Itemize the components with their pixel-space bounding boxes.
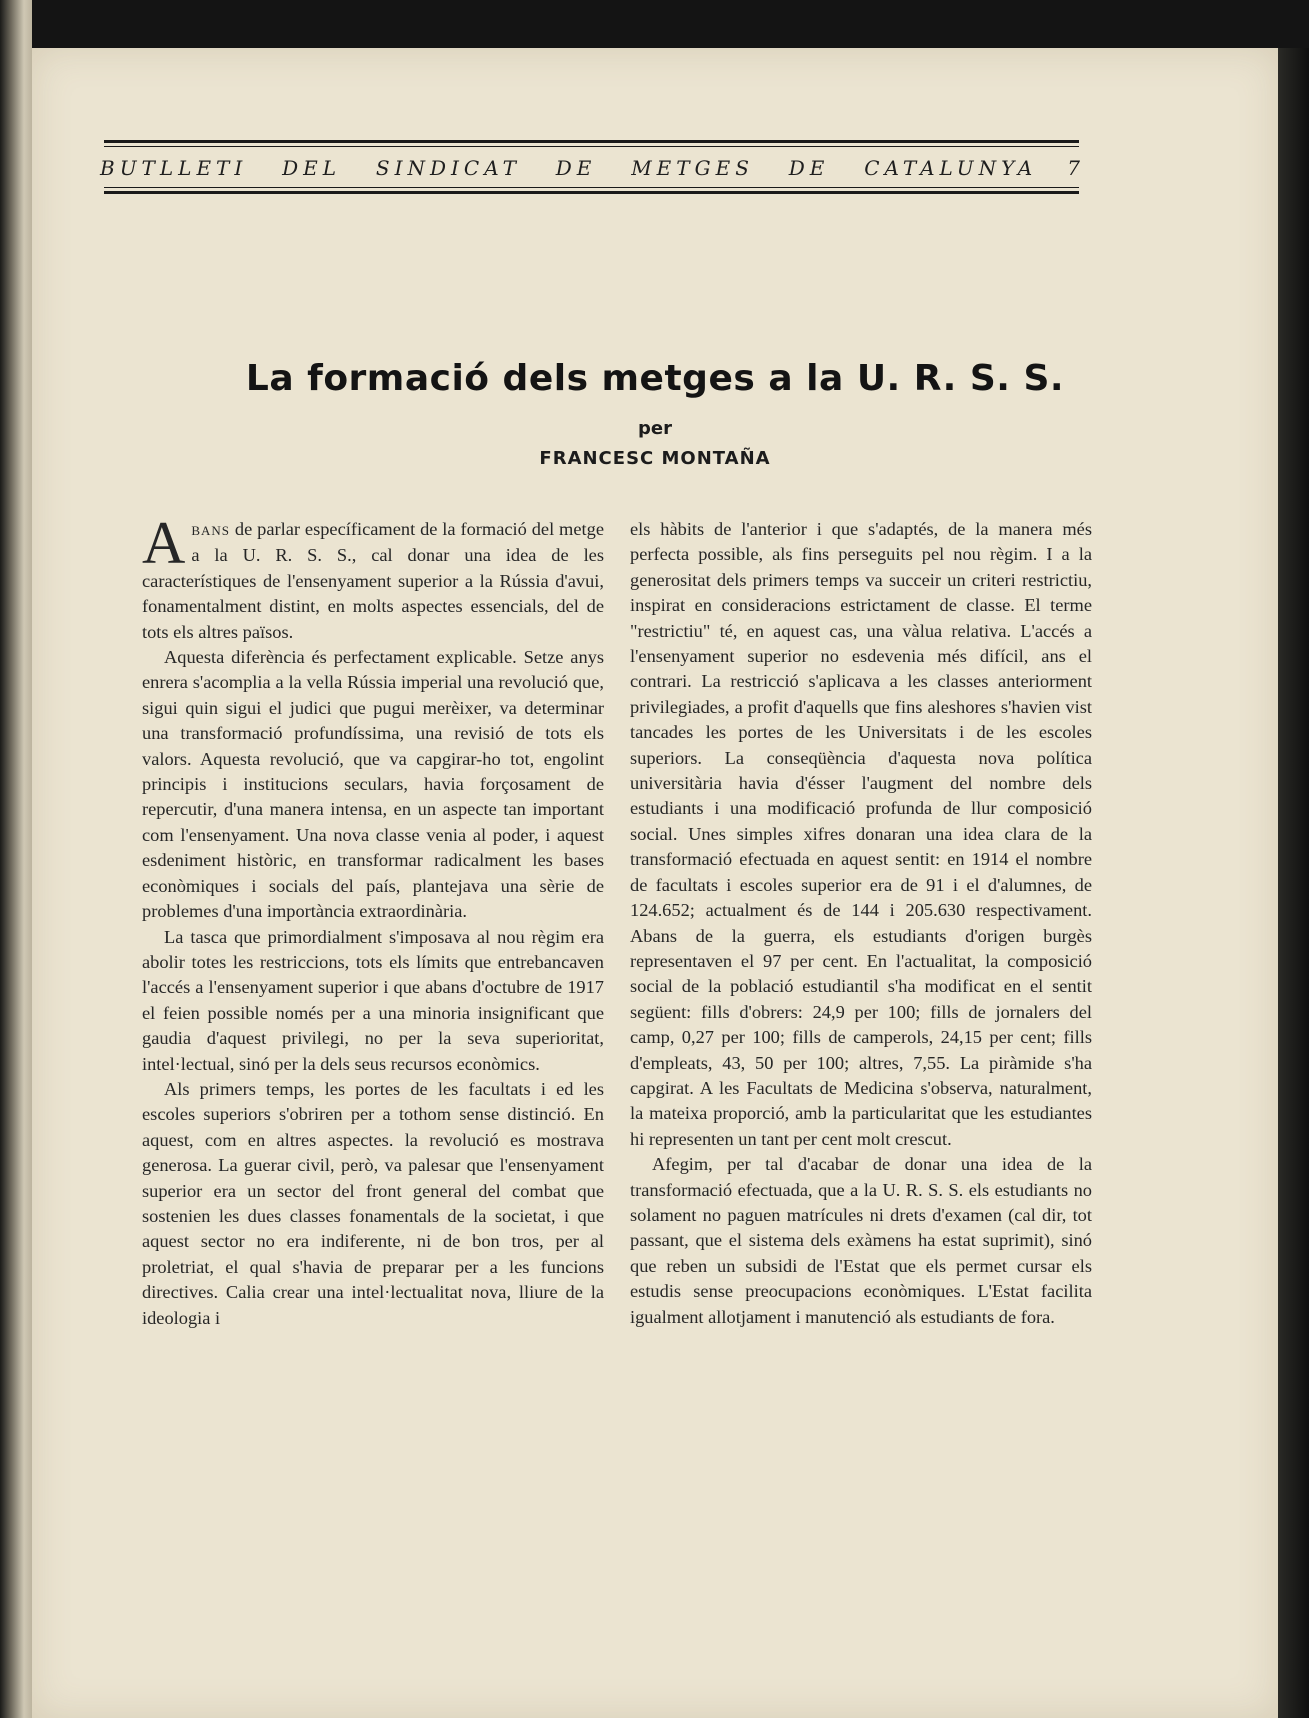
paragraph bbox=[142, 510, 604, 645]
left-column bbox=[142, 510, 604, 1331]
page-number: 7 bbox=[1067, 156, 1085, 180]
paragraph: Afegim, per tal d'acabar de donar una idea de la transformació efectuada, que a la U. R. S. S. els estudiants no solament no paguen matrícules ni drets d'examen (cal dir, tot passant, que el sistema dels exàmens ha estat suprimit), sinó que reben un subsidi de l'Estat que els permet cursar els estudis sense preocupacions econòmiques. L'Estat facilita igualment allotjament i manutenció als estudiants de fora. bbox=[630, 1154, 1092, 1327]
article-title: La formació dels metges a la U. R. S. S. bbox=[245, 358, 1065, 399]
paragraph: Aquesta diferència és perfectament explicable. Setze anys enrera s'acomplia a la vella Rússia imperial una revolució que, sigui quin sigui el judici que pugui merèixer, va determinar una transformació profundíssima, una revisió de tots els valors. Aquesta revolució, que va capgirar-ho tot, engolint principis i institucions seculars, havia forçosament de repercutir, d'una manera intensa, en un aspecte tan important com l'ensenyament. Una nova classe venia al poder, i aquest esdeniment històric, en transformar radicalment les bases econòmiques i socials del país, plantejava una sèrie de problemes d'una importància extraordinària. bbox=[142, 647, 604, 922]
running-title-word: DE bbox=[555, 156, 597, 180]
paragraph: La tasca que primordialment s'imposava al nou règim era abolir totes les restriccions, tots els límits que entrebancaven l'accés a l'ensenyament superior i que abans d'octubre de 1917 el feien possible només per a una minoria insignificant que gaudia d'aquest privilegi, no per la seva superioritat, intel·lectual, sinó per la dels seus recursos econòmics. bbox=[142, 926, 604, 1074]
paragraph: Als primers temps, les portes de les facultats i ed les escoles superiors s'obriren per a tothom sense distinció. En aquest, com en altres aspectes. la revolució es mostrava generosa. La guerar civil, però, va palesar que l'ensenyament superior era un sector del front general del combat que sostenien les dues classes fonamentals de la societat, i que aquest sector no era indiferente, ni de bon tros, per al proletriat, el qual s'havia de preparar per a les funcions directives. Calia crear una intel·lectualitat nova, lliure de la ideologia i bbox=[142, 1078, 604, 1328]
header-rule-top-thick bbox=[104, 140, 1079, 143]
byline-per: per bbox=[638, 418, 672, 439]
paragraph-text: de parlar específicament de la formació del metge a la U. R. S. S., cal donar una idea de les característiques de l'ensenyament superior a la Rússia d'avui, fonamentalment distint, en molts aspectes essencials, del de tots els altres països. bbox=[142, 519, 604, 642]
article-author: FRANCESC MONTAÑA bbox=[539, 448, 771, 469]
header-rule-bottom-thin bbox=[104, 187, 1079, 188]
running-title bbox=[100, 156, 1067, 180]
running-title-word: METGES bbox=[631, 156, 754, 180]
header-rule-bottom-thick bbox=[104, 191, 1079, 194]
right-column bbox=[630, 517, 1092, 1330]
book-spine-shadow bbox=[0, 0, 32, 1718]
running-title-word: BUTLLETI bbox=[100, 156, 248, 180]
drop-cap: A bbox=[142, 510, 186, 576]
running-title-word: DE bbox=[788, 156, 830, 180]
running-title-word: DEL bbox=[282, 156, 342, 180]
running-title-word: SINDICAT bbox=[375, 156, 521, 180]
paragraph: els hàbits de l'anterior i que s'adaptés, de la manera més perfecta possible, als fins perseguits pel nou règim. I a la generositat dels primers temps va succeir un criteri restrictiu, inspirat en consideracions estrictament de classe. El terme "restrictiu" té, en aquest cas, una vàlua relativa. L'accés a l'ensenyament superior no esdevenia més difícil, ans el contrari. La restricció s'aplicava a les classes anteriorment privilegiades, a profit d'aquells que fins aleshores s'havien vist tancades les portes de les Universitats i de les escoles superiors. La conseqüència d'aquesta nova política universitària havia d'ésser l'augment del nombre dels estudiants i una modificació profunda de llur composició social. Unes simples xifres donaran una idea clara de la transformació efectuada en aquest sentit: en 1914 el nombre de facultats i escoles superior era de 91 i el d'alumnes, de 124.652; actualment és de 144 i 205.630 respectivament. Abans de la guerra, els estudiants d'origen burgès representaven el 97 per cent. En l'actualitat, la composició social de la població estudiantil s'ha modificat en el sentit següent: fills d'obrers: 24,9 per 100; fills de jornalers del camp, 0,27 per 100; fills de camperols, 24,15 per cent; fills d'empleats, 43, 50 per 100; altres, 7,55. La piràmide s'ha capgirat. A les Facultats de Medicina s'observa, naturalment, la mateixa proporció, amb la particularitat que les estudiantes hi representen un tant per cent molt crescut. bbox=[630, 519, 1092, 1149]
running-title-word: CATALUNYA bbox=[864, 156, 1038, 180]
drop-cap-small-caps: BANS bbox=[191, 523, 231, 538]
page-edge-shadow bbox=[1278, 48, 1309, 1718]
running-header bbox=[100, 153, 1085, 183]
header-rule-top-thin bbox=[104, 146, 1079, 147]
